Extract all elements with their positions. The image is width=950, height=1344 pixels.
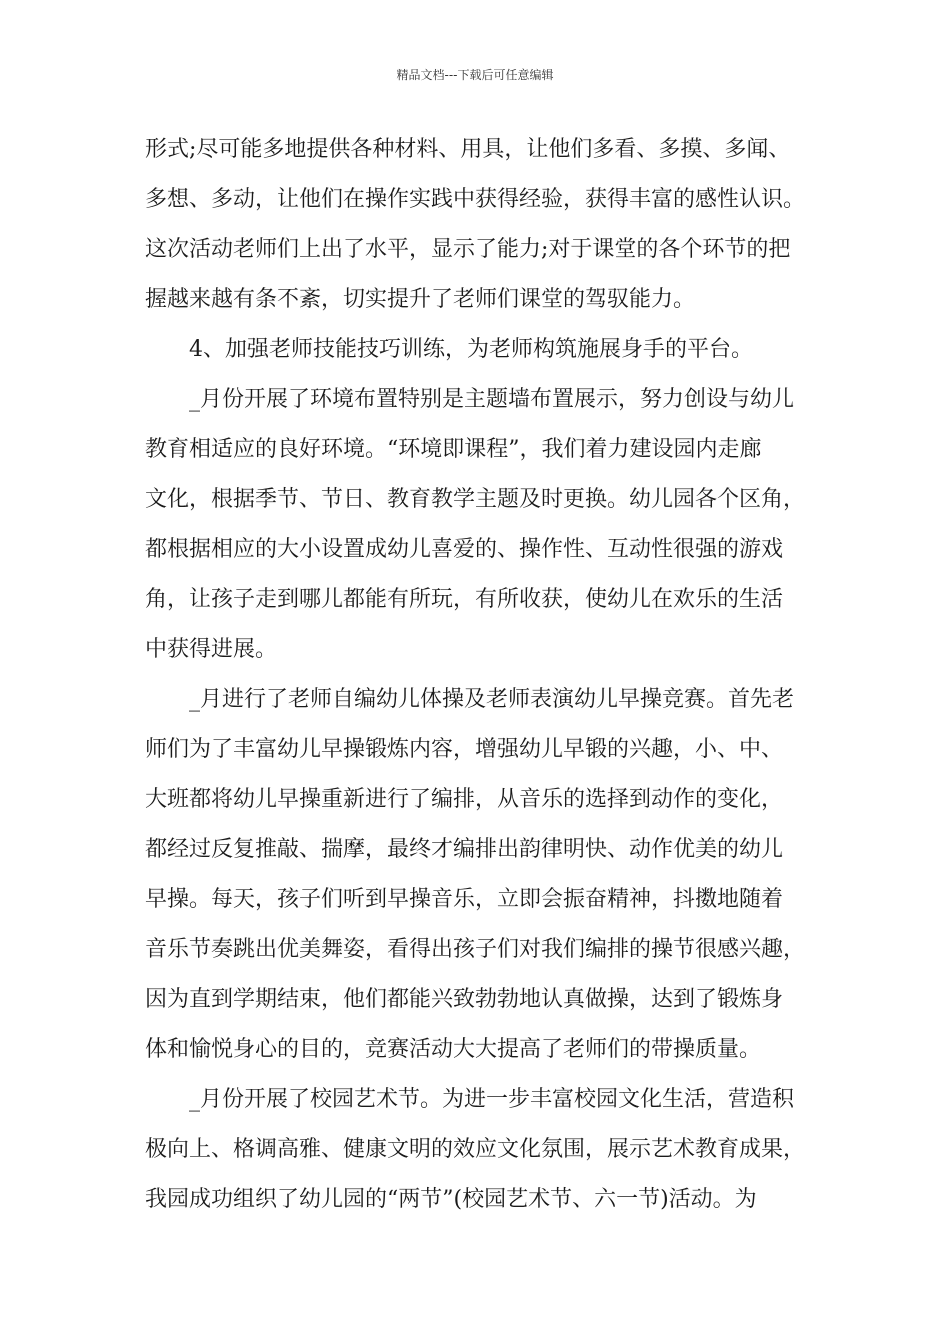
text-line: 角，让孩子走到哪儿都能有所玩，有所收获，使幼儿在欢乐的生活 (145, 587, 784, 612)
text-line: 因为直到学期结束，他们都能兴致勃勃地认真做操，达到了锻炼身 (145, 987, 784, 1012)
section-heading: 4、加强老师技能技巧训练，为老师构筑施展身手的平台。 (189, 337, 753, 362)
text-line: 早操。每天，孩子们听到早操音乐，立即会振奋精神，抖擞地随着 (145, 887, 784, 912)
text-line: 我园成功组织了幼儿园的“两节”(校园艺术节、六一节)活动。为 (145, 1187, 757, 1212)
text-line: 大班都将幼儿早操重新进行了编排，从音乐的选择到动作的变化， (145, 787, 784, 812)
text-line: 教育相适应的良好环境。“环境即课程”，我们着力建设园内走廊 (145, 437, 762, 462)
text-line: 师们为了丰富幼儿早操锻炼内容，增强幼儿早锻的兴趣，小、中、 (145, 737, 784, 762)
text-line: 握越来越有条不紊，切实提升了老师们课堂的驾驭能力。 (145, 287, 696, 312)
text-line: 文化，根据季节、节日、教育教学主题及时更换。幼儿园各个区角， (145, 487, 806, 512)
text-line: 形式;尽可能多地提供各种材料、用具，让他们多看、多摸、多闻、 (145, 137, 791, 162)
text-line: 多想、多动，让他们在操作实践中获得经验，获得丰富的感性认识。 (145, 187, 806, 212)
text-line: 体和愉悦身心的目的，竞赛活动大大提高了老师们的带操质量。 (145, 1037, 762, 1062)
document-body (145, 125, 835, 1225)
paragraph-start: _月份开展了环境布置特别是主题墙布置展示，努力创设与幼儿 (189, 387, 795, 412)
paragraph-start: _月份开展了校园艺术节。为进一步丰富校园文化生活，营造积 (189, 1087, 795, 1112)
text-line: 都根据相应的大小设置成幼儿喜爱的、操作性、互动性很强的游戏 (145, 537, 784, 562)
text-line: 音乐节奏跳出优美舞姿，看得出孩子们对我们编排的操节很感兴趣， (145, 937, 806, 962)
text-line: 都经过反复推敲、揣摩，最终才编排出韵律明快、动作优美的幼儿 (145, 837, 784, 862)
text-line: 这次活动老师们上出了水平，显示了能力;对于课堂的各个环节的把 (145, 237, 791, 262)
text-line: 中获得进展。 (145, 637, 278, 662)
text-line: 极向上、格调高雅、健康文明的效应文化氛围，展示艺术教育成果， (145, 1137, 806, 1162)
paragraph-start: _月进行了老师自编幼儿体操及老师表演幼儿早操竞赛。首先老 (189, 687, 795, 712)
page-header: 精品文档---下载后可任意编辑 (396, 68, 554, 82)
